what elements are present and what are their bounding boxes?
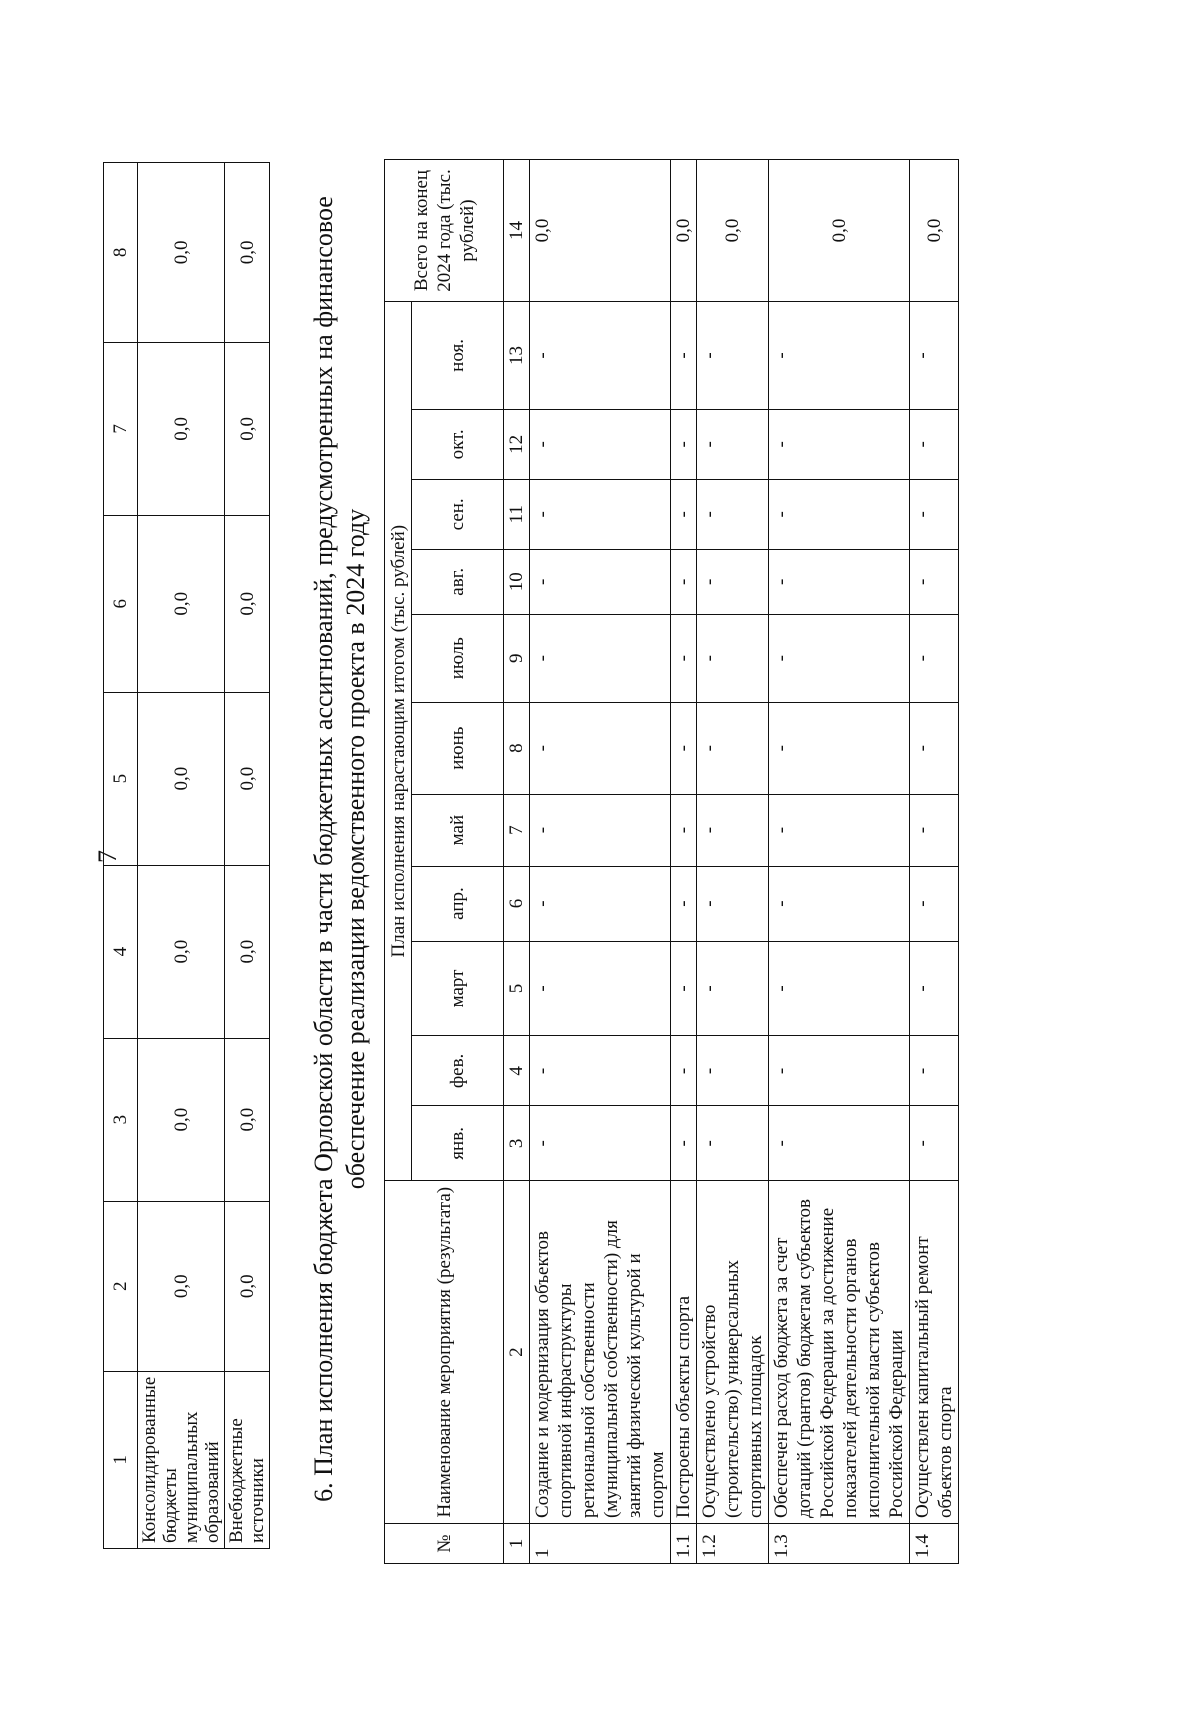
month-header: июль: [412, 614, 504, 702]
row-number: 1.2: [697, 1524, 769, 1564]
cell-value: 0,0: [138, 515, 225, 692]
table-row: [910, 160, 959, 1564]
column-number: 6: [104, 515, 138, 692]
month-value: -: [671, 794, 697, 866]
column-number: 7: [504, 794, 530, 866]
table-header-row: [385, 160, 412, 1564]
column-number: 8: [104, 163, 138, 343]
table-row: [138, 163, 225, 1549]
month-value: -: [769, 409, 910, 479]
month-value: -: [910, 1106, 959, 1181]
month-value: -: [530, 549, 671, 614]
month-header: авг.: [412, 549, 504, 614]
month-value: -: [769, 866, 910, 941]
activity-name: Осуществлено устройство (строительство) универсальных спортивных площадок: [697, 1181, 769, 1524]
month-header: июнь: [412, 702, 504, 794]
month-value: -: [910, 302, 959, 410]
column-number: 5: [104, 692, 138, 865]
month-value: -: [697, 1106, 769, 1181]
month-value: -: [697, 866, 769, 941]
table-row: [769, 160, 910, 1564]
activity-name: Построены объекты спорта: [671, 1181, 697, 1524]
month-value: -: [910, 409, 959, 479]
row-label: Внебюджетные источники: [225, 1371, 270, 1548]
column-number: 2: [104, 1201, 138, 1371]
month-value: -: [697, 702, 769, 794]
month-value: -: [769, 1106, 910, 1181]
cell-value: 0,0: [138, 865, 225, 1038]
table-row: [697, 160, 769, 1564]
month-value: -: [769, 549, 910, 614]
month-value: -: [910, 794, 959, 866]
activity-name: Обеспечен расход бюджета за счет дотаций (грантов) бюджетам субъектов Российской Федерации за достижение показателей деятельности органов исполнительной власти субъектов Российской Федерации: [769, 1181, 910, 1524]
total-value: 0,0: [769, 160, 910, 302]
month-value: -: [769, 479, 910, 549]
funding-sources-table: [103, 162, 270, 1549]
month-value: -: [671, 549, 697, 614]
table-row: [225, 163, 270, 1549]
month-value: -: [530, 702, 671, 794]
row-number: 1.4: [910, 1524, 959, 1564]
month-value: -: [910, 941, 959, 1036]
cell-value: 0,0: [225, 865, 270, 1038]
column-header-num: №: [385, 1524, 504, 1564]
month-header: апр.: [412, 866, 504, 941]
month-header: май: [412, 794, 504, 866]
month-value: -: [697, 794, 769, 866]
month-value: -: [769, 302, 910, 410]
column-header-plan-group: План исполнения нарастающим итогом (тыс. рублей): [385, 302, 412, 1181]
month-value: -: [530, 1036, 671, 1106]
month-value: -: [769, 1036, 910, 1106]
column-number: 5: [504, 941, 530, 1036]
cell-value: 0,0: [138, 342, 225, 515]
total-value: 0,0: [910, 160, 959, 302]
column-number: 6: [504, 866, 530, 941]
activity-name: Осуществлен капитальный ремонт объектов спорта: [910, 1181, 959, 1524]
total-value: 0,0: [697, 160, 769, 302]
month-value: -: [671, 409, 697, 479]
table-row: [530, 160, 671, 1564]
month-header: фев.: [412, 1036, 504, 1106]
month-value: -: [671, 479, 697, 549]
section-title-line: 6. План исполнения бюджета Орловской области в части бюджетных ассигнований, предусмотренных на финансовое: [309, 196, 338, 1502]
month-value: -: [910, 866, 959, 941]
section-title: [308, 159, 372, 1539]
month-value: -: [697, 302, 769, 410]
month-value: -: [910, 702, 959, 794]
month-value: -: [671, 302, 697, 410]
month-header: ноя.: [412, 302, 504, 410]
month-value: -: [530, 1106, 671, 1181]
total-value: 0,0: [530, 160, 671, 302]
month-value: -: [769, 614, 910, 702]
column-number: 11: [504, 479, 530, 549]
month-value: -: [671, 941, 697, 1036]
column-number: 3: [104, 1038, 138, 1201]
cell-value: 0,0: [225, 342, 270, 515]
column-number-row: [504, 160, 530, 1564]
month-header: март: [412, 941, 504, 1036]
month-value: -: [671, 1036, 697, 1106]
month-value: -: [530, 866, 671, 941]
column-number: 1: [504, 1524, 530, 1564]
total-value: 0,0: [671, 160, 697, 302]
month-value: -: [530, 614, 671, 702]
month-value: -: [697, 941, 769, 1036]
cell-value: 0,0: [225, 1038, 270, 1201]
month-header: янв.: [412, 1106, 504, 1181]
table-row: [671, 160, 697, 1564]
month-value: -: [530, 941, 671, 1036]
month-value: -: [910, 614, 959, 702]
budget-execution-plan-table: [384, 159, 959, 1564]
month-value: -: [671, 866, 697, 941]
column-number: 7: [104, 342, 138, 515]
cell-value: 0,0: [225, 1201, 270, 1371]
column-number: 3: [504, 1106, 530, 1181]
row-number: 1.1: [671, 1524, 697, 1564]
row-number: 1.3: [769, 1524, 910, 1564]
column-number: 14: [504, 160, 530, 302]
month-value: -: [697, 409, 769, 479]
month-header: окт.: [412, 409, 504, 479]
month-value: -: [697, 1036, 769, 1106]
column-number: 12: [504, 409, 530, 479]
section-title-line: обеспечение реализации ведомственного проекта в 2024 году: [341, 508, 370, 1190]
month-value: -: [910, 1036, 959, 1106]
cell-value: 0,0: [225, 692, 270, 865]
month-value: -: [530, 479, 671, 549]
month-value: -: [697, 614, 769, 702]
row-label: Консолидированные бюджеты муниципальных образований: [138, 1371, 225, 1548]
activity-name: Создание и модернизация объектов спортивной инфраструктуры региональной собственности (муниципальной собственности) для занятий физической культурой и спортом: [530, 1181, 671, 1524]
column-number: 4: [104, 865, 138, 1038]
cell-value: 0,0: [225, 163, 270, 343]
column-number: 2: [504, 1181, 530, 1524]
month-value: -: [530, 794, 671, 866]
month-value: -: [530, 409, 671, 479]
page-number: 7: [93, 850, 122, 863]
month-value: -: [671, 614, 697, 702]
month-value: -: [769, 794, 910, 866]
column-number: 8: [504, 702, 530, 794]
cell-value: 0,0: [225, 515, 270, 692]
cell-value: 0,0: [138, 163, 225, 343]
cell-value: 0,0: [138, 1201, 225, 1371]
column-number: 4: [504, 1036, 530, 1106]
month-value: -: [530, 302, 671, 410]
cell-value: 0,0: [138, 1038, 225, 1201]
column-number: 13: [504, 302, 530, 410]
month-value: -: [697, 479, 769, 549]
column-header-name: Наименование мероприятия (результата): [385, 1181, 504, 1524]
month-value: -: [769, 702, 910, 794]
month-value: -: [910, 549, 959, 614]
table-header-row: [104, 163, 138, 1549]
column-number: 10: [504, 549, 530, 614]
month-value: -: [769, 941, 910, 1036]
month-value: -: [910, 479, 959, 549]
month-value: -: [671, 1106, 697, 1181]
row-number: 1: [530, 1524, 671, 1564]
month-value: -: [697, 549, 769, 614]
cell-value: 0,0: [138, 692, 225, 865]
column-number: 9: [504, 614, 530, 702]
month-value: -: [671, 702, 697, 794]
column-header-total: Всего на конец 2024 года (тыс. рублей): [385, 160, 504, 302]
month-header: сен.: [412, 479, 504, 549]
column-number: 1: [104, 1371, 138, 1548]
